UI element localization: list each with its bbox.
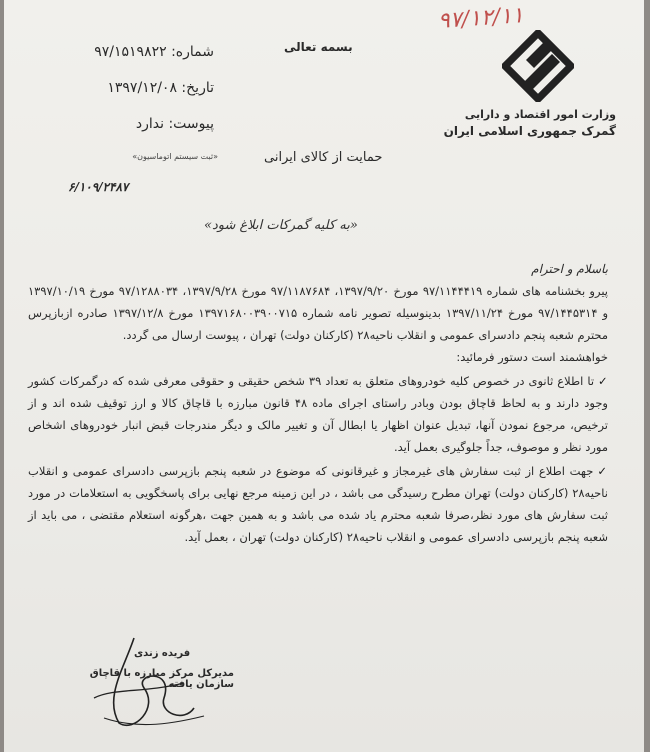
system-note: «ثبت سیستم اتوماسیون» [132,152,218,161]
number-label: شماره: [171,44,214,60]
handwritten-greeting: باسلام و احترام [531,262,608,276]
date-label: تاریخ: [181,80,214,96]
signatory-title: مدیرکل مرکز مبارزه با قاچاق سازمان یافته [89,668,234,690]
reference-code: ۶/۱۰۹/۲۴۸۷ [68,180,129,194]
ministry-name: وزارت امور اقتصاد و دارایی [464,108,616,121]
attachment-label: پیوست: [168,116,214,132]
attachment-value: ندارد [135,116,164,132]
slogan: حمایت از کالای ایرانی [264,150,383,165]
item-2-text: جهت اطلاع از ثبت سفارش های غیرمجاز و غیرقانونی که موضوع در شعبه پنجم بازپرسی دادسرای عمومی و انقلاب ناحیه۲۸ (کارکنان دولت) تهران مطرح رسیدگی می باشد ، در این زمینه مرجع نهایی برای پاسخگویی به استعلامات در مورد ثبت سفارش های مورد نظر،صرفا شعبه محترم یاد شده می باشد و به همین جهت ،هرگونه استعلام مقتضی ، می باید از شعبه پنجم بازپرسی دادسرای عمومی و انقلاب ناحیه۲۸ (کارکنان دولت) تهران ، بعمل آید. [28,464,608,544]
paragraph-request: خواهشمند است دستور فرمائید: [456,350,608,364]
handwritten-date: ۹۷/۱۲/۱۱ [437,3,525,34]
letter-body [28,280,608,548]
signatory-name: فریده زندی [134,648,191,659]
customs-name: گمرک جمهوری اسلامی ایران [443,124,616,138]
number-row [34,44,214,60]
paragraph-item-2 [28,460,608,548]
paragraph-intro: پیرو بخشنامه های شماره ۹۷/۱۱۴۴۴۱۹ مورخ ۱۳۹۷/۹/۲۰، ۹۷/۱۱۸۷۶۸۴ مورخ ۱۳۹۷/۹/۲۸، ۹۷/۱۲۸۸۰۳۴ مورخ ۱۳۹۷/۱۰/۱۹ و ۹۷/۱۴۴۵۳۱۴ مورخ ۱۳۹۷/۱۱/۲۴ بدینوسیله تصویر نامه شماره ۱۳۹۷۱۶۸۰۰۳۹۰۰۷۱۵ مورخ ۱۳۹۷/۱۲/۸ صادره ازبازپرس محترم شعبه پنجم دادسرای عمومی و انقلاب ناحیه۲۸ (کارکنان دولت) تهران ، پیوست ارسال می گردد. [28,284,609,342]
check-mark-icon: ✓ [598,374,609,388]
number-value: ۹۷/۱۵۱۹۸۲۲ [94,44,167,60]
paragraph-item-1 [28,370,608,458]
check-mark-icon: ✓ [597,464,608,478]
handwritten-instruction: «به کلیه گمرکات ابلاغ شود» [204,218,358,233]
attachment-row [34,116,214,132]
bismillah-heading: بسمه تعالی [284,40,353,54]
date-row [34,80,214,96]
customs-logo-icon [502,30,574,102]
date-value: ۱۳۹۷/۱۲/۰۸ [107,80,177,96]
letter-page [4,0,644,752]
item-1-text: تا اطلاع ثانوی در خصوص کلیه خودروهای متعلق به تعداد ۳۹ شخص حقیقی و حقوقی معرفی شده که درگمرکات کشور وجود دارند و به لحاظ قاچاق بودن وبادر راستای اجرای ماده ۴۸ قانون مبارزه با قاچاق کالا و ارز توقیف شده اند و از ترخیص، مرجوع نمودن آنها، تبدیل عنوان اظهار یا ابطال آن و تغییر مالک و دیگر مندرجات قبض انبار خودروهای اشخاص مورد نظر و موصوف، جداً جلوگیری بعمل آید. [28,374,608,454]
